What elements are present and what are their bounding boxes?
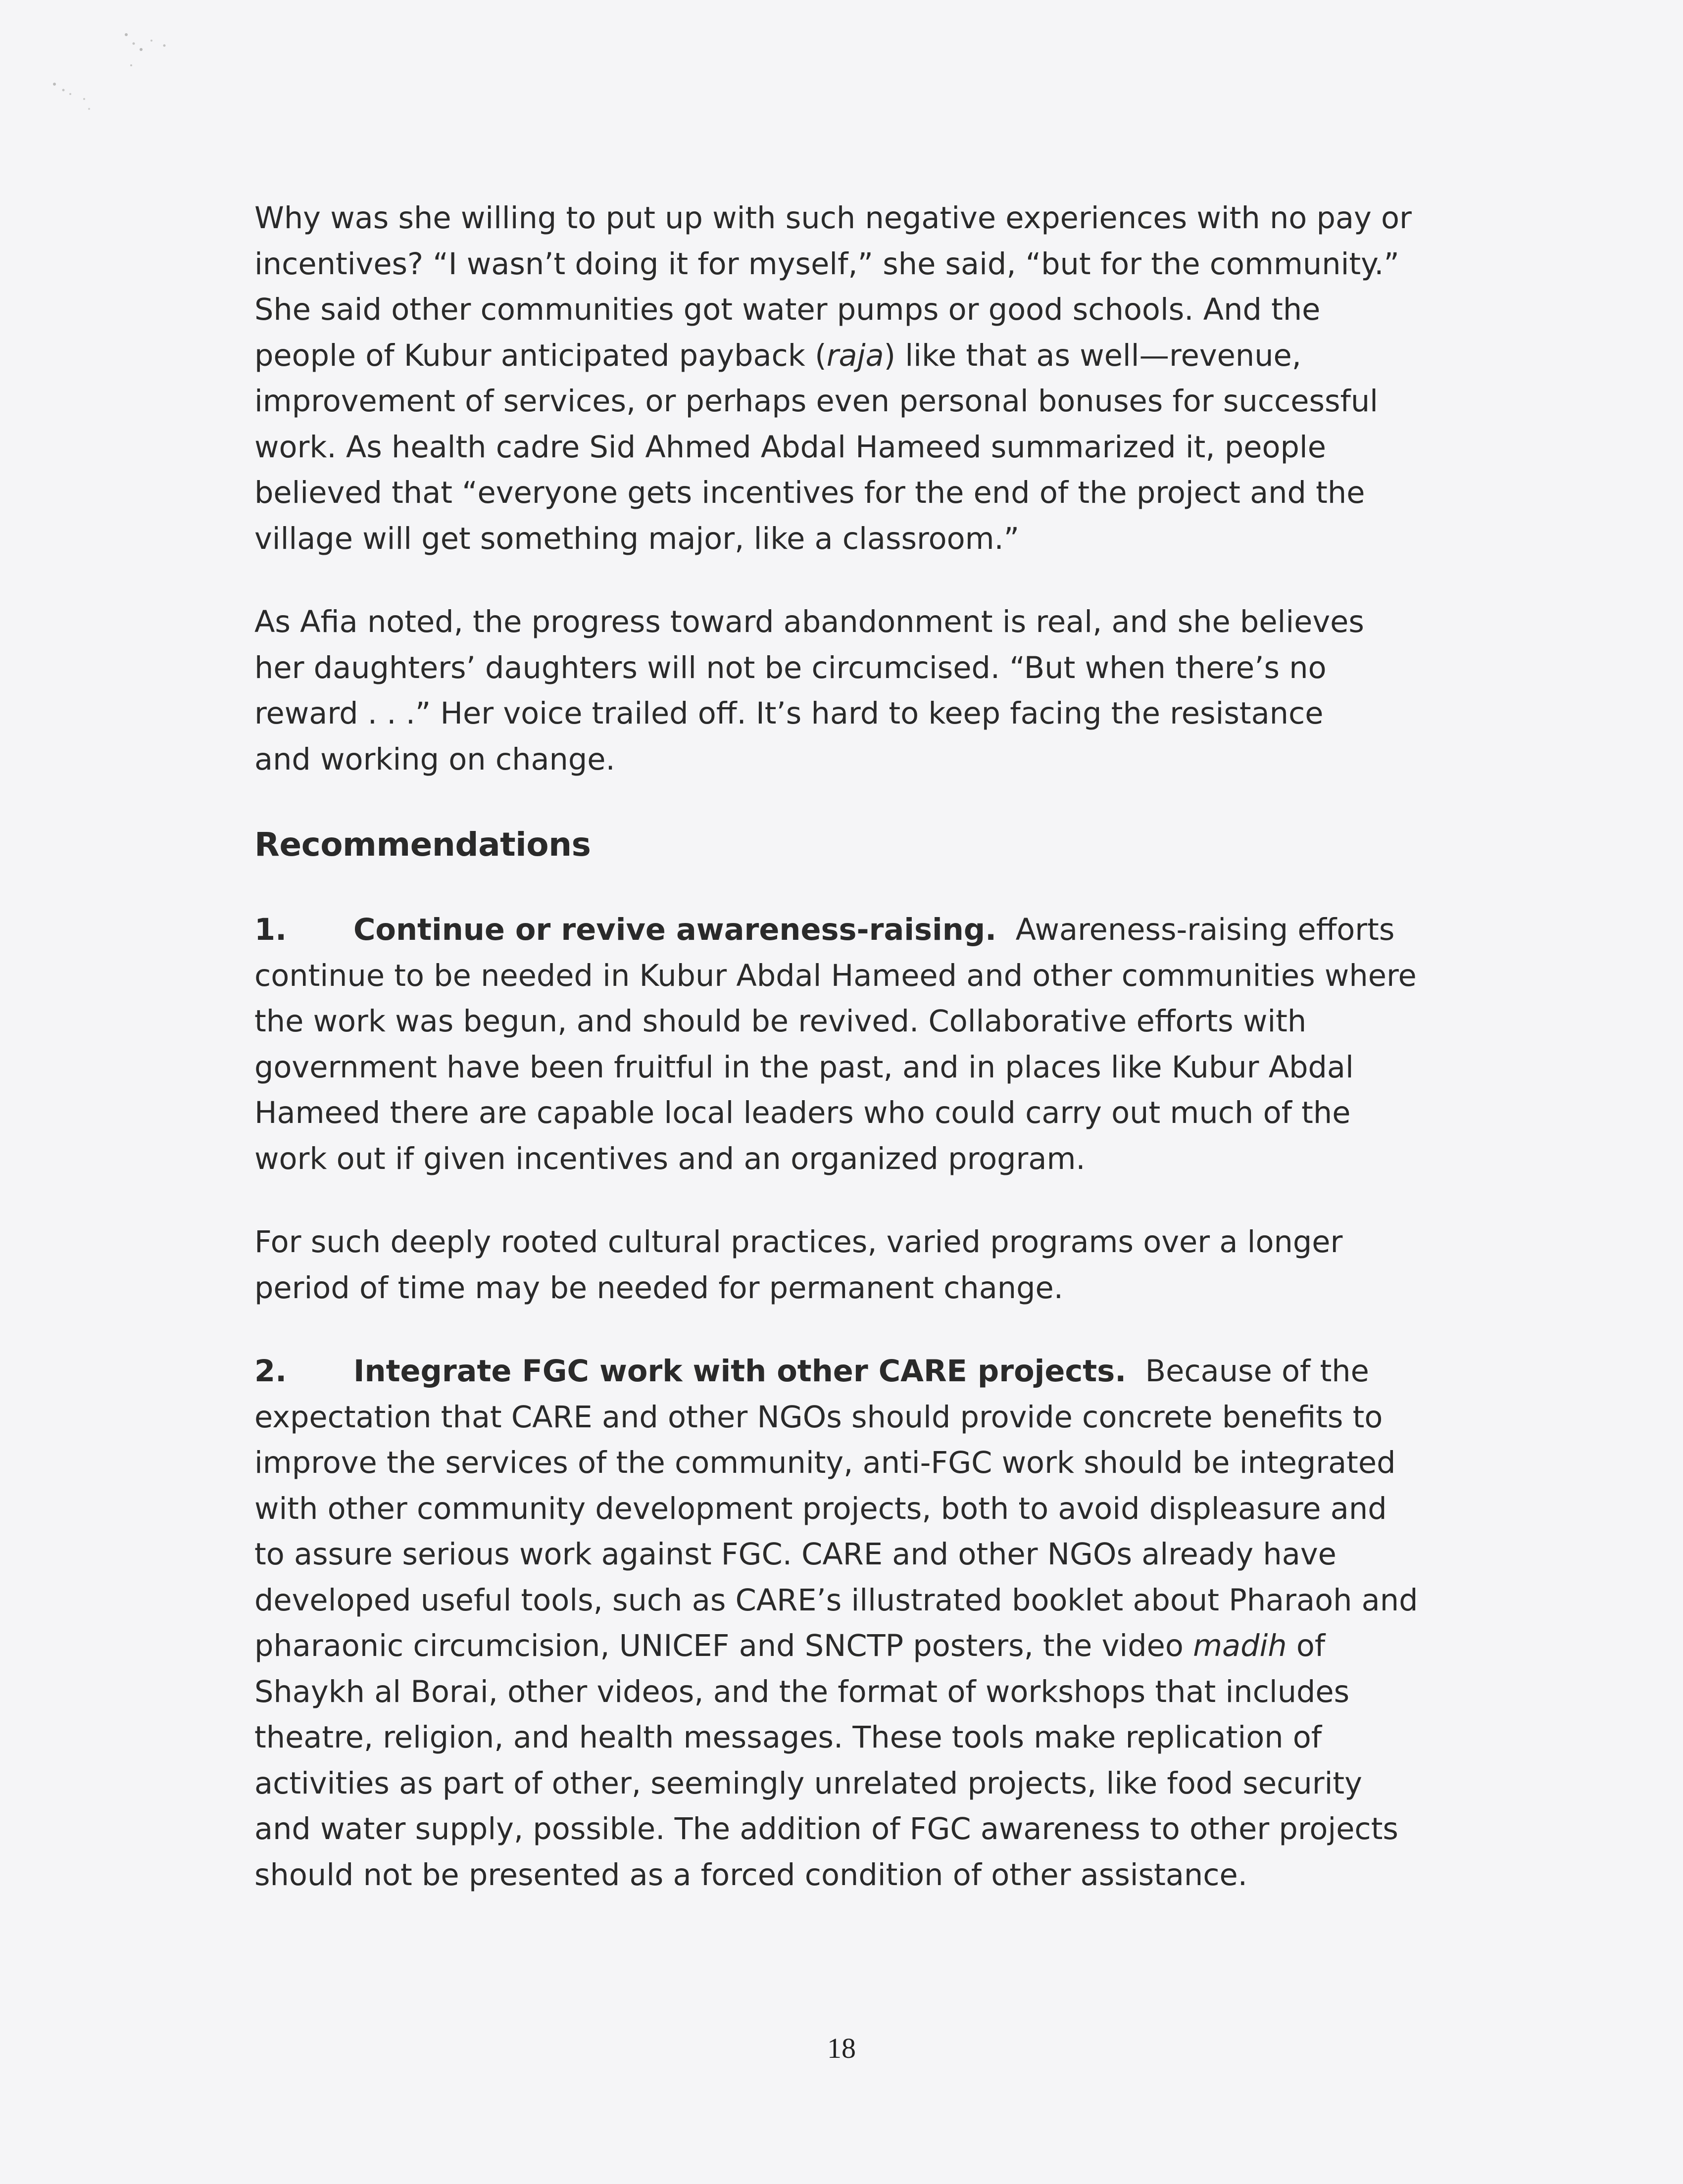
recommendation-2 xyxy=(254,1349,1452,1898)
text-line: As Afia noted, the progress toward abandonment is real, and she believes xyxy=(254,605,1364,639)
paragraph-incentives xyxy=(254,195,1452,562)
section-heading: Recommendations xyxy=(254,825,591,864)
text-line: people of Kubur anticipated payback (raja) like that as well—revenue, xyxy=(254,338,1301,373)
text-line: reward . . .” Her voice trailed off. It’s hard to keep facing the resistance xyxy=(254,696,1324,731)
text-line: For such deeply rooted cultural practices, varied programs over a longer xyxy=(254,1225,1343,1260)
text-fragment: Because of the xyxy=(1145,1354,1369,1389)
recommendation-first-line xyxy=(254,1349,1452,1395)
text-line: period of time may be needed for permanent change. xyxy=(254,1270,1063,1306)
text-line: improve the services of the community, anti-FGC work should be integrated xyxy=(254,1446,1396,1480)
italic-term: raja xyxy=(826,338,884,373)
text-line: and water supply, possible. The addition of FGC awareness to other projects xyxy=(254,1812,1398,1846)
text-line: work out if given incentives and an organized program. xyxy=(254,1141,1086,1176)
text-line: believed that “everyone gets incentives for the end of the project and the xyxy=(254,476,1365,510)
item-title: Integrate FGC work with other CARE projects. xyxy=(353,1354,1127,1389)
text-line: work. As health cadre Sid Ahmed Abdal Hameed summarized it, people xyxy=(254,430,1326,465)
text-line: She said other communities got water pumps or good schools. And the xyxy=(254,292,1321,327)
text-line: government have been fruitful in the past, and in places like Kubur Abdal xyxy=(254,1050,1354,1085)
text-line: pharaonic circumcision, UNICEF and SNCTP posters, the video madih of xyxy=(254,1629,1326,1663)
text-line: Hameed there are capable local leaders who could carry out much of the xyxy=(254,1096,1351,1130)
text-line: should not be presented as a forced condition of other assistance. xyxy=(254,1857,1247,1893)
text-line: to assure serious work against FGC. CARE and other NGOs already have xyxy=(254,1537,1336,1572)
item-number: 2. xyxy=(254,1354,287,1389)
text-line: improvement of services, or perhaps even personal bonuses for successful xyxy=(254,384,1378,419)
scan-specks xyxy=(35,20,193,129)
text-line: her daughters’ daughters will not be circumcised. “But when there’s no xyxy=(254,650,1327,685)
item-title: Continue or revive awareness-raising. xyxy=(353,913,997,947)
text-line: activities as part of other, seemingly unrelated projects, like food security xyxy=(254,1766,1362,1801)
text-line: theatre, religion, and health messages. These tools make replication of xyxy=(254,1720,1322,1755)
text-fragment: Awareness-raising efforts xyxy=(1015,913,1395,947)
text-line: incentives? “I wasn’t doing it for myself,” she said, “but for the community.” xyxy=(254,246,1399,282)
text-line: Why was she willing to put up with such negative experiences with no pay or xyxy=(254,201,1412,236)
text-line: developed useful tools, such as CARE’s illustrated booklet about Pharaoh and xyxy=(254,1583,1418,1618)
text-line: Shaykh al Borai, other videos, and the format of workshops that includes xyxy=(254,1674,1350,1709)
paragraph-afia xyxy=(254,599,1452,782)
text-line: village will get something major, like a classroom.” xyxy=(254,521,1020,556)
text-line: with other community development projects, both to avoid displeasure and xyxy=(254,1491,1387,1526)
item-number: 1. xyxy=(254,913,287,947)
paragraph-cultural-practices xyxy=(254,1219,1452,1311)
text-line: and working on change. xyxy=(254,742,615,777)
text-line: the work was begun, and should be revived. Collaborative efforts with xyxy=(254,1004,1307,1039)
page-number: 18 xyxy=(827,2032,856,2064)
page-content xyxy=(254,195,1452,1898)
italic-term: madih xyxy=(1193,1629,1287,1663)
recommendation-1 xyxy=(254,907,1452,1182)
text-line: continue to be needed in Kubur Abdal Hameed and other communities where xyxy=(254,958,1417,993)
recommendation-first-line xyxy=(254,907,1452,953)
text-line: expectation that CARE and other NGOs should provide concrete benefits to xyxy=(254,1400,1383,1435)
